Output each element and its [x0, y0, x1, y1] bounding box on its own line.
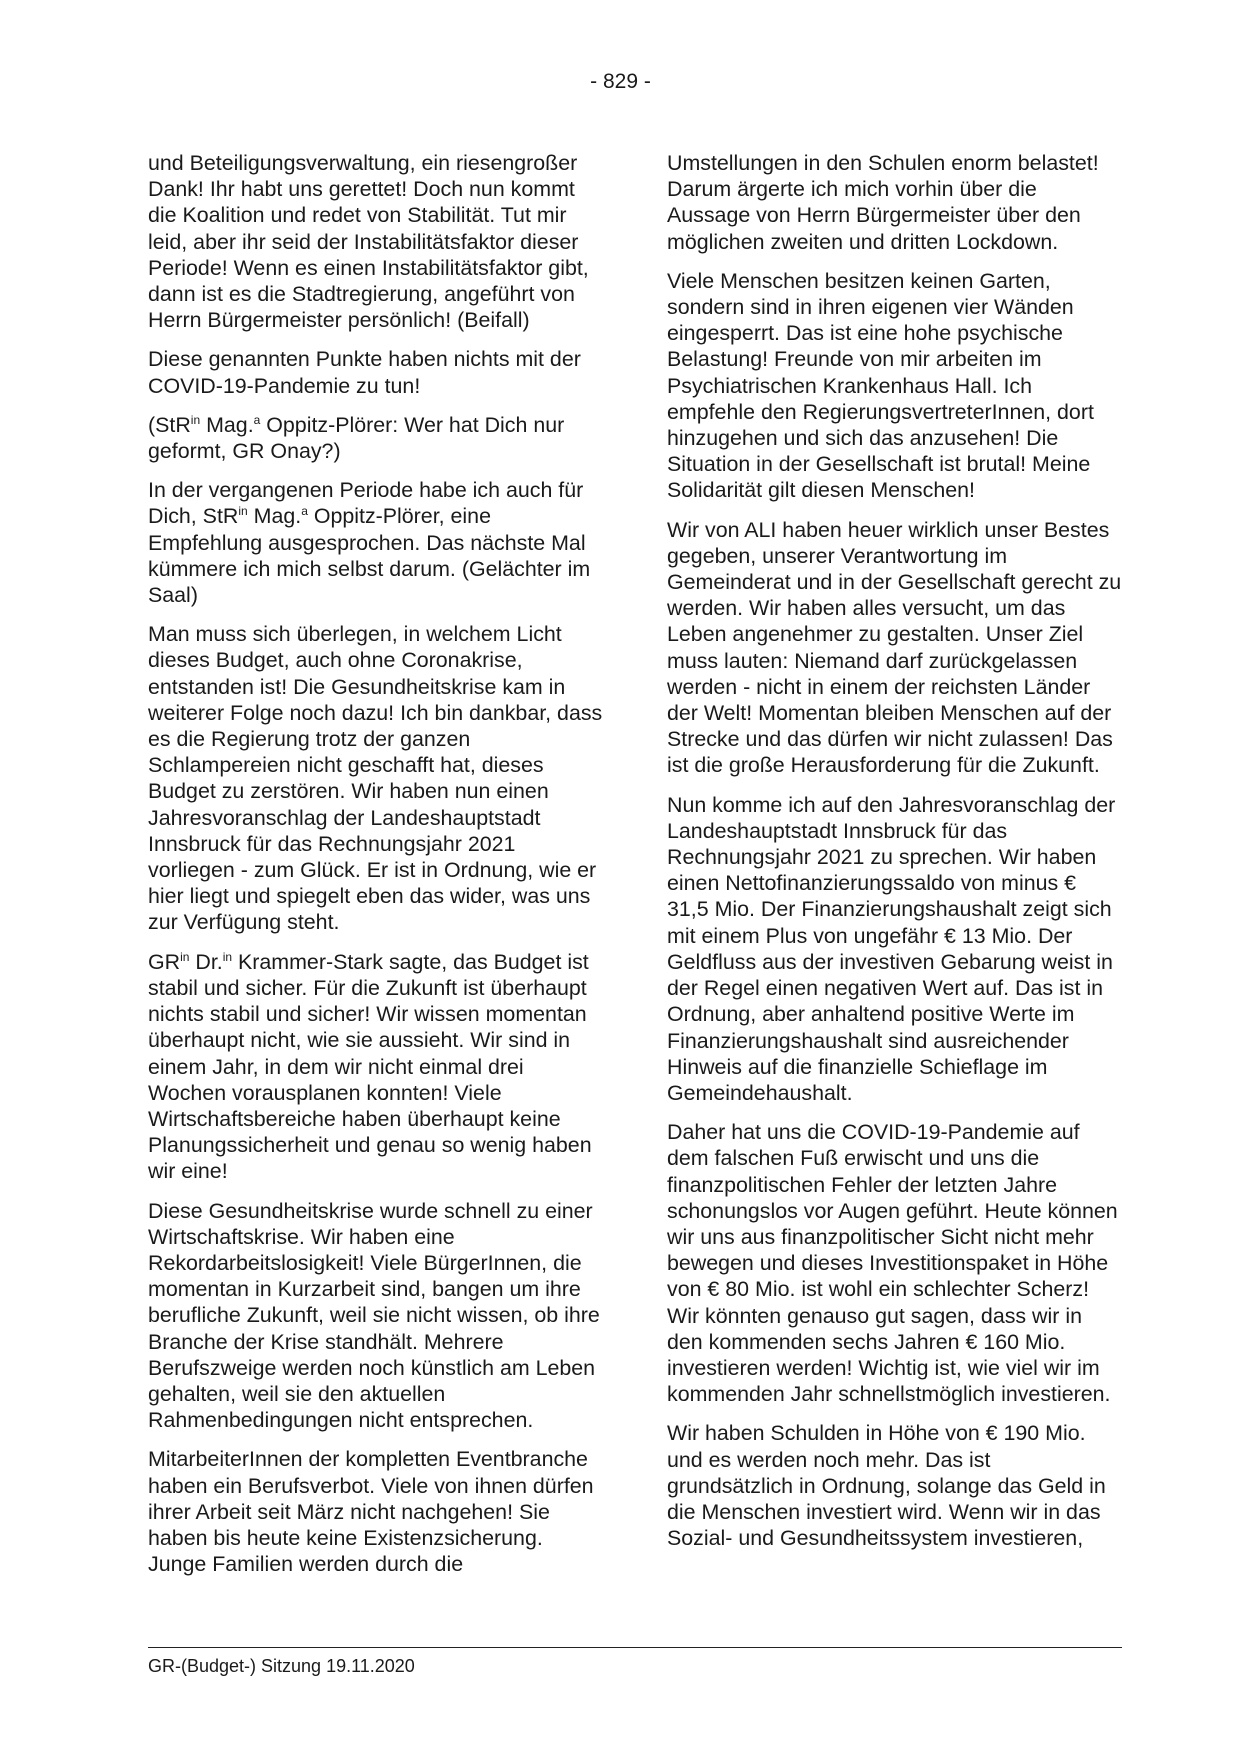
text-run: GR	[148, 949, 181, 974]
left-paragraph-7: Diese Gesundheitskrise wurde schnell zu einer Wirtschaftskrise. Wir haben eine Rekordarbeitslosigkeit! Viele BürgerInnen, die momentan in Kurzarbeit sind, bangen um ihre berufliche Zukunft, weil sie nicht wissen, ob ihre Branche der Krise standhält. Mehrere Berufszweige werden noch künstlich am Leben gehalten, weil sie den aktuellen Rahmenbedingungen nicht entsprechen.	[148, 1198, 600, 1433]
text-run: (StR	[148, 412, 191, 437]
page-number: - 829 -	[590, 70, 651, 93]
left-paragraph-2: Diese genannten Punkte haben nichts mit der COVID-19-Pandemie zu tun!	[148, 347, 581, 398]
text-run: Krammer-Stark sagte, das Budget ist stabil und sicher. Für die Zukunft ist überhaupt nichts stabil und sicher! Wir wissen momentan überhaupt nicht, wie sie aussieht. Wir sind in einem Jahr, in dem wir nicht einmal drei Wochen vorausplanen konnten! Viele Wirtschaftsbereiche haben überhaupt keine Planungssicherheit und genau so wenig haben wir eine!	[148, 949, 592, 1184]
left-paragraph-6	[148, 949, 603, 1185]
left-paragraph-5: Man muss sich überlegen, in welchem Licht dieses Budget, auch ohne Coronakrise, entstanden ist! Die Gesundheitskrise kam in weiterer Folge noch dazu! Ich bin dankbar, dass es die Regierung trotz der ganzen Schlampereien nicht geschafft hat, dieses Budget zu zerstören. Wir haben nun einen Jahresvoranschlag der Landeshauptstadt Innsbruck für das Rechnungsjahr 2021 vorliegen - zum Glück. Er ist in Ordnung, wie er hier liegt und spiegelt eben das wider, was uns zur Verfügung steht.	[148, 622, 603, 935]
superscript: in	[180, 949, 190, 964]
left-paragraph-1: und Beteiligungsverwaltung, ein riesengroßer Dank! Ihr habt uns gerettet! Doch nun kommt die Koalition und redet von Stabilität. Tut mir leid, aber ihr seid der Instabilitätsfaktor dieser Periode! Wenn es einen Instabilitätsfaktor gibt, dann ist es die Stadtregierung, angeführt von Herrn Bürgermeister persönlich! (Beifall)	[148, 151, 589, 333]
text-run: Mag.	[247, 504, 302, 529]
footer-session-label: GR-(Budget-) Sitzung 19.11.2020	[148, 1656, 415, 1676]
superscript: in	[222, 949, 233, 964]
right-paragraph-2: Viele Menschen besitzen keinen Garten, sondern sind in ihren eigenen vier Wänden eingesperrt. Das ist eine hohe psychische Belastung! Freunde von mir arbeiten im Psychiatrischen Krankenhaus Hall. Ich empfehle den RegierungsvertreterInnen, dort hinzugehen und sich das anzusehen! Die Situation in der Gesellschaft ist brutal! Meine Solidarität gilt diesen Menschen!	[667, 268, 1094, 503]
right-paragraph-5: Daher hat uns die COVID-19-Pandemie auf dem falschen Fuß erwischt und uns die finanzpolitischen Fehler der letzten Jahre schonungslos vor Augen geführt. Heute können wir uns aus finanzpolitischer Sicht nicht mehr bewegen und dieses Investitionspaket in Höhe von € 80 Mio. ist wohl ein schlechter Scherz! Wir könnten genauso gut sagen, dass wir in den kommenden sechs Jahren € 160 Mio. investieren werden! Wichtig ist, wie viel wir im kommenden Jahr schnellstmöglich investieren.	[667, 1120, 1118, 1407]
superscript: a	[301, 504, 308, 519]
text-run: Oppitz-Plörer, eine Empfehlung ausgesprochen. Das nächste Mal kümmere ich mich selbst darum. (Gelächter im Saal)	[148, 504, 591, 608]
text-run: In der vergangenen Periode habe ich auch für Dich, StR	[148, 478, 584, 529]
text-run: Mag.	[200, 412, 254, 437]
right-paragraph-3: Wir von ALI haben heuer wirklich unser Bestes gegeben, unserer Verantwortung im Gemeinderat und in der Gesellschaft gerecht zu werden. Wir haben alles versucht, um das Leben angenehmer zu gestalten. Unser Ziel muss lauten: Niemand darf zurückgelassen werden - nicht in einem der reichsten Länder der Welt! Momentan bleiben Menschen auf der Strecke und das dürfen wir nicht zulassen! Das ist die große Herausforderung für die Zukunft.	[667, 517, 1122, 778]
left-paragraph-4	[148, 477, 603, 608]
left-column	[148, 150, 603, 1590]
text-run: Oppitz-Plörer: Wer hat Dich nur geformt, GR Onay?)	[148, 412, 565, 464]
right-paragraph-1: Umstellungen in den Schulen enorm belastet! Darum ärgerte ich mich vorhin über die Aussage von Herrn Bürgermeister über den möglichen zweiten und dritten Lockdown.	[667, 151, 1099, 254]
right-column	[667, 150, 1122, 1564]
superscript: a	[253, 412, 261, 427]
footer-divider	[148, 1647, 1122, 1648]
superscript: in	[190, 412, 201, 427]
left-paragraph-8: MitarbeiterInnen der kompletten Eventbranche haben ein Berufsverbot. Viele von ihnen dürfen ihrer Arbeit seit März nicht nachgehen! Sie haben bis heute keine Existenzsicherung. Junge Familien werden durch die	[148, 1447, 594, 1577]
right-paragraph-4: Nun komme ich auf den Jahresvoranschlag der Landeshauptstadt Innsbruck für das Rechnungsjahr 2021 zu sprechen. Wir haben einen Nettofinanzierungssaldo von minus € 31,5 Mio. Der Finanzierungshaushalt zeigt sich mit einem Plus von ungefähr € 13 Mio. Der Geldfluss aus der investiven Gebarung weist in der Regel einen negativen Wert auf. Das ist in Ordnung, aber anhaltend positive Werte im Finanzierungshaushalt sind ausreichender Hinweis auf die finanzielle Schieflage im Gemeindehaushalt.	[667, 792, 1116, 1105]
left-paragraph-3	[148, 412, 603, 464]
right-paragraph-6: Wir haben Schulden in Höhe von € 190 Mio. und es werden noch mehr. Das ist grundsätzlich in Ordnung, solange das Geld in die Menschen investiert wird. Wenn wir in das Sozial- und Gesundheitssystem investieren,	[667, 1421, 1106, 1551]
text-run: Dr.	[189, 949, 223, 974]
superscript: in	[238, 504, 248, 519]
